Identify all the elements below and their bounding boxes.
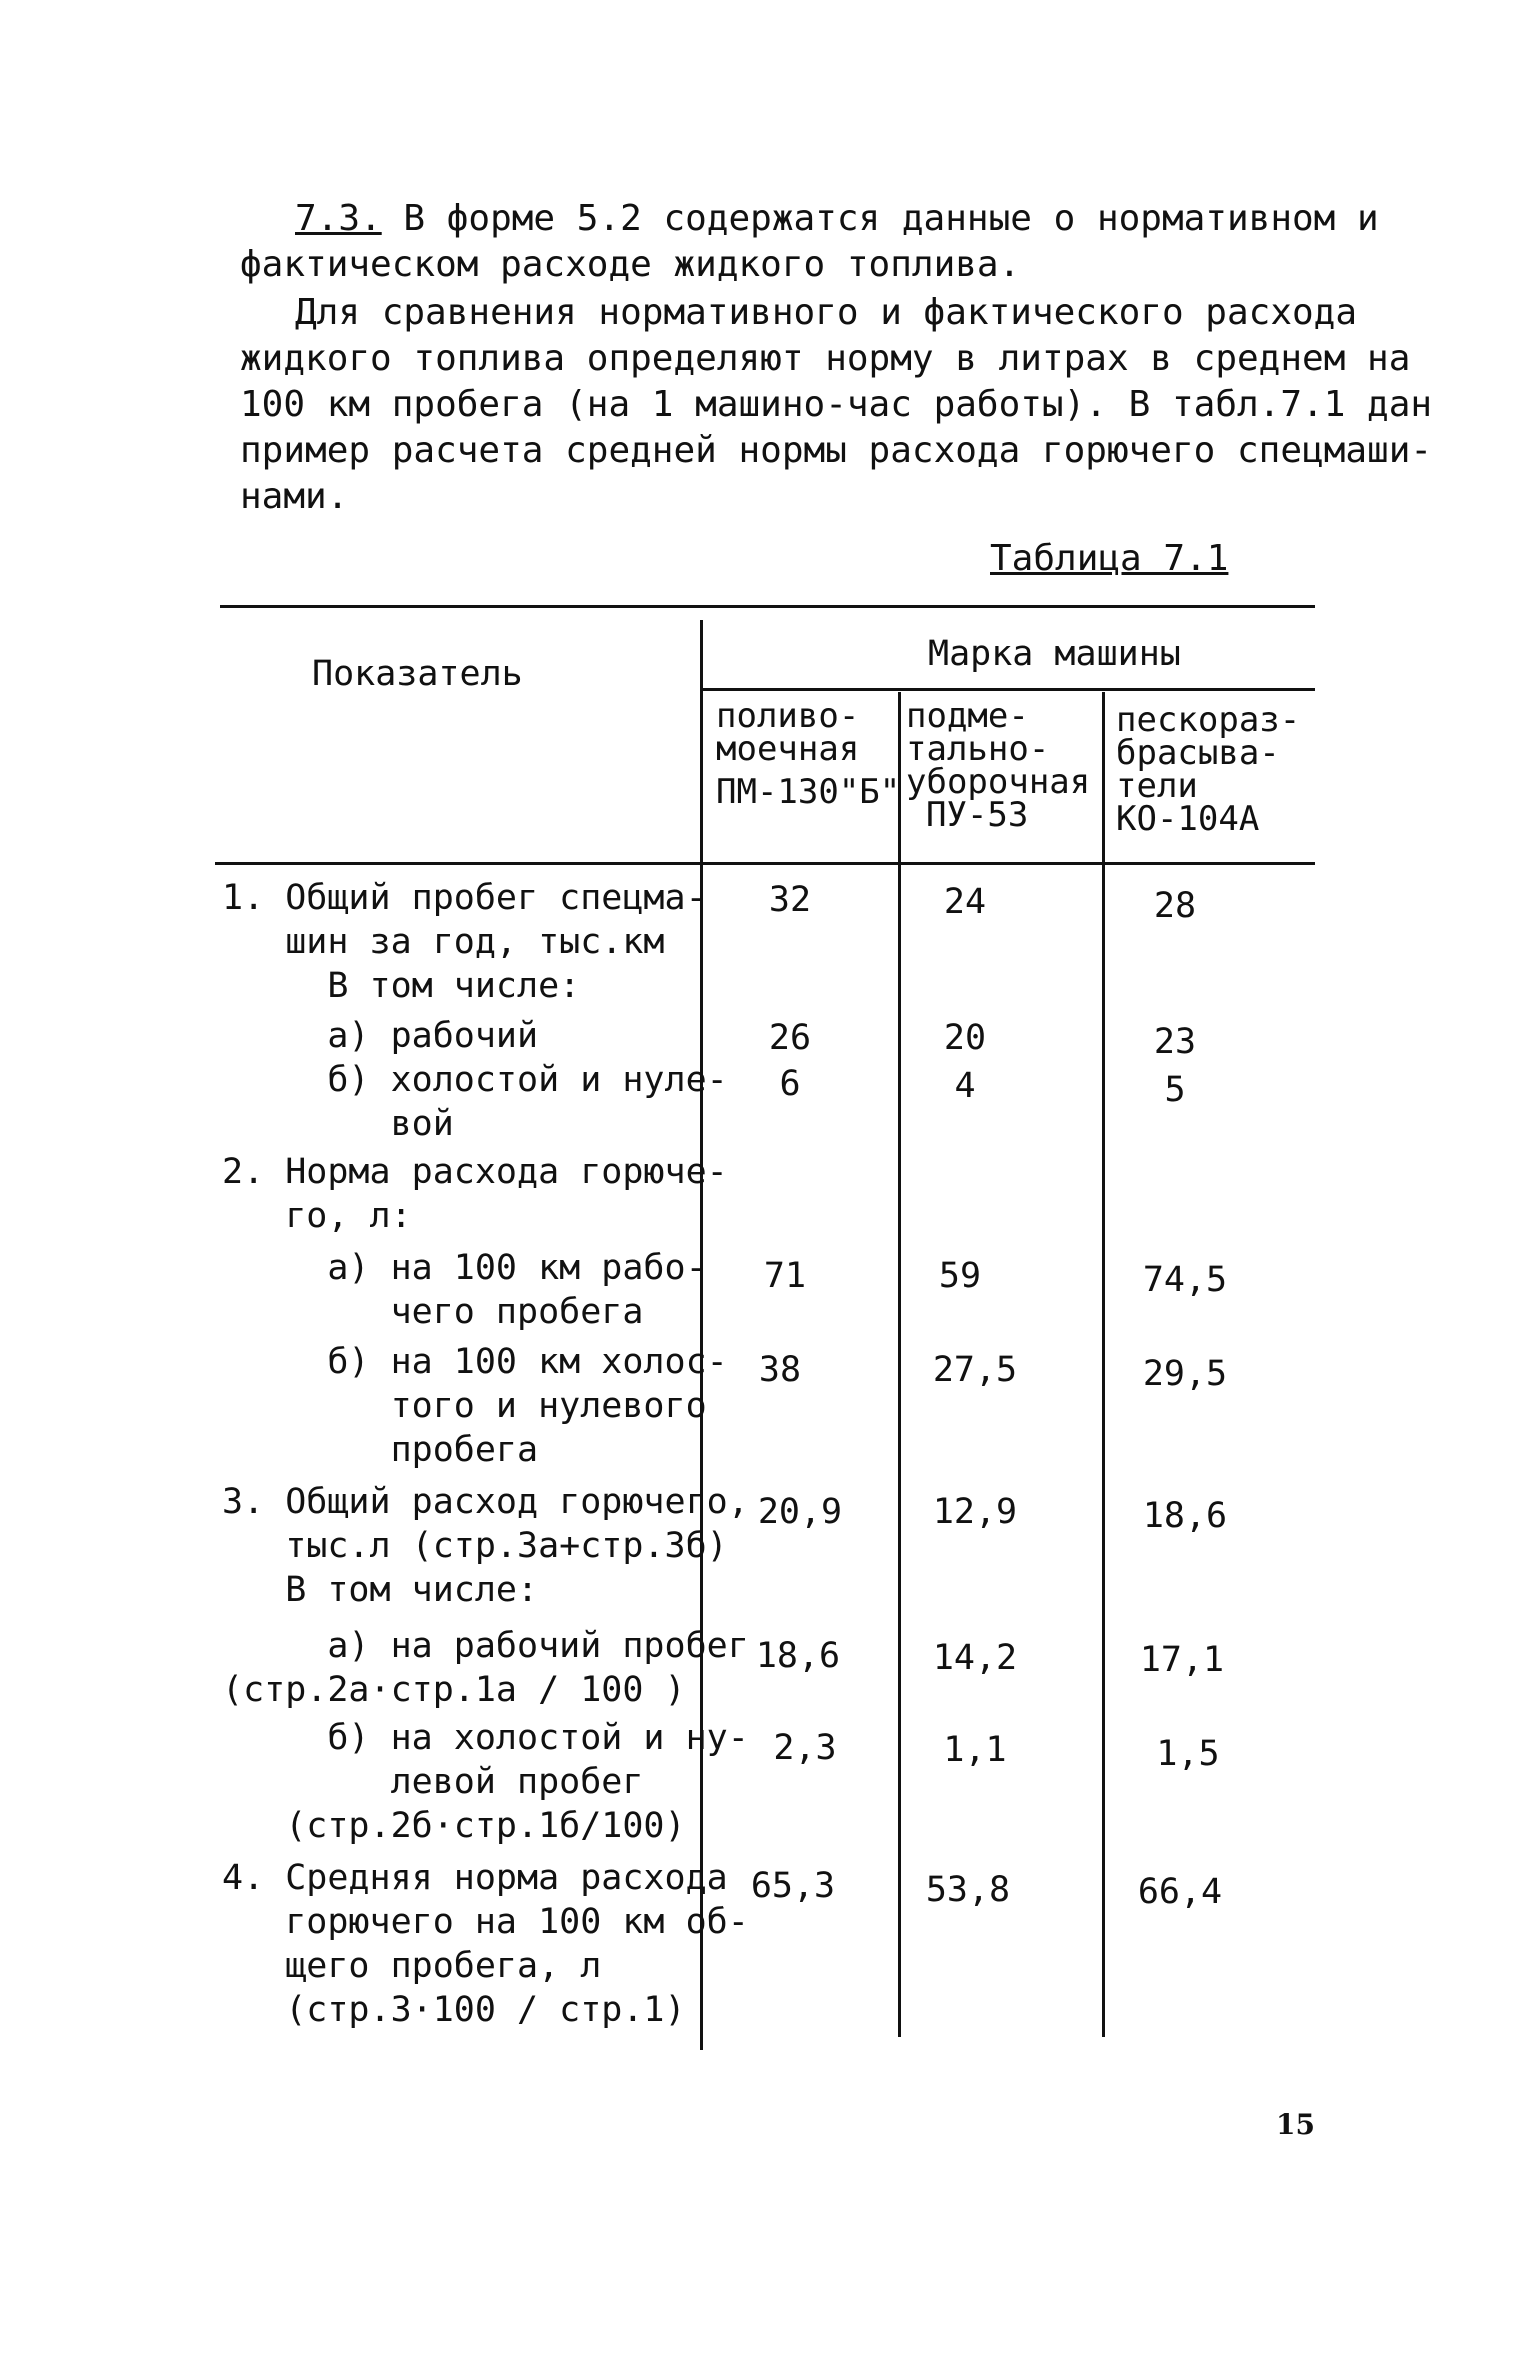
row-3b-value-2: 1,1 — [943, 1730, 1007, 1770]
para2-line-3: 100 км пробега (на 1 машино-час работы). В табл.7.1 дан — [240, 384, 1433, 425]
machine-2-line-2: тально- — [906, 729, 1050, 769]
table-top-rule — [220, 605, 1315, 608]
table-row-label — [222, 1716, 749, 1848]
header-indicator: Показатель — [312, 654, 523, 694]
brand-divider-rule — [702, 688, 1315, 691]
row-2b-value-1: 38 — [758, 1350, 802, 1390]
row-3b-value-3: 1,5 — [1156, 1734, 1220, 1774]
row-3b-line-3: (стр.2б·стр.1б/100) — [222, 1806, 686, 1846]
row-3-line-2: тыс.л (стр.3а+стр.3б) — [222, 1526, 728, 1566]
row-1-value-3: 28 — [1153, 886, 1197, 926]
row-3-value-3: 18,6 — [1142, 1496, 1228, 1536]
machine-2-line-1: подме- — [906, 696, 1029, 736]
row-1a-value-3: 23 — [1153, 1022, 1197, 1062]
machine-header-2 — [906, 696, 1091, 835]
table-row-label — [222, 1856, 749, 2032]
row-3a-value-1: 18,6 — [755, 1636, 841, 1676]
row-3a-value-3: 17,1 — [1139, 1640, 1225, 1680]
table-row-label — [222, 1624, 749, 1712]
para2-line-2: жидкого топлива определяют норму в литрах в среднем на — [240, 338, 1411, 379]
row-1-value-1: 32 — [768, 880, 812, 920]
row-1-line-3: В том числе: — [222, 966, 581, 1006]
row-1a-value-2: 20 — [943, 1018, 987, 1058]
table-caption: Таблица 7.1 — [990, 538, 1229, 579]
row-4-value-1: 65,3 — [750, 1866, 836, 1906]
intro-line-2: фактическом расходе жидкого топлива. — [240, 244, 1021, 285]
machine-2-line-3: уборочная — [906, 762, 1091, 802]
row-1a-value-1: 26 — [768, 1018, 812, 1058]
row-2b-line-3: пробега — [222, 1430, 539, 1470]
table-row-label — [222, 1014, 538, 1058]
row-3b-value-1: 2,3 — [773, 1728, 837, 1768]
table-row-label — [222, 1480, 749, 1612]
machine-header-3 — [1116, 700, 1301, 839]
machine-3-line-1: пескораз- — [1116, 700, 1301, 740]
row-2a-value-2: 59 — [938, 1256, 982, 1296]
row-4-line-2: горючего на 100 км об- — [222, 1902, 749, 1942]
row-2b-value-2: 27,5 — [932, 1350, 1018, 1390]
row-1b-value-3: 5 — [1164, 1070, 1186, 1110]
row-3a-line-2: (стр.2а·стр.1а / 100 ) — [222, 1670, 686, 1710]
row-4-value-3: 66,4 — [1137, 1872, 1223, 1912]
row-2b-line-1: б) на 100 км холос- — [222, 1342, 728, 1382]
row-1-line-2: шин за год, тыс.км — [222, 922, 665, 962]
table-row-label — [222, 1246, 707, 1334]
row-3-value-2: 12,9 — [932, 1492, 1018, 1532]
machine-3-line-4: КО-104А — [1116, 799, 1260, 839]
row-3-value-1: 20,9 — [757, 1492, 843, 1532]
header-brand: Марка машины — [928, 634, 1181, 674]
row-4-line-4: (стр.3·100 / стр.1) — [222, 1990, 686, 2030]
row-1b-value-1: 6 — [779, 1064, 801, 1104]
row-3-line-1: 3. Общий расход горючего, — [222, 1482, 749, 1522]
row-1-line-1: 1. Общий пробег спецма- — [222, 878, 707, 918]
row-1b-value-2: 4 — [954, 1066, 976, 1106]
row-2b-line-2: того и нулевого — [222, 1386, 707, 1426]
page-number: 15 — [1276, 2108, 1315, 2141]
row-4-value-2: 53,8 — [925, 1870, 1011, 1910]
table-row-label — [222, 1340, 728, 1472]
row-4-line-1: 4. Средняя норма расхода — [222, 1858, 728, 1898]
machine-header-1 — [716, 696, 901, 812]
table-row-label — [222, 1058, 728, 1146]
row-2a-line-1: а) на 100 км рабо- — [222, 1248, 707, 1288]
machine-1-line-2: моечная — [716, 729, 860, 769]
row-3b-line-2: левой пробег — [222, 1762, 644, 1802]
machine-2-line-4: ПУ-53 — [926, 795, 1029, 835]
intro-line-1 — [295, 196, 1379, 242]
machine-3-line-2: брасыва- — [1116, 733, 1280, 773]
row-3b-line-1: б) на холостой и ну- — [222, 1718, 749, 1758]
row-2a-line-2: чего пробега — [222, 1292, 644, 1332]
table-row-label — [222, 876, 707, 1008]
row-4-line-3: щего пробега, л — [222, 1946, 602, 1986]
row-3-line-3: В том числе: — [222, 1570, 539, 1610]
row-1b-line-1: б) холостой и нуле- — [222, 1060, 728, 1100]
table-row-label — [222, 1150, 728, 1238]
row-3a-line-1: а) на рабочий пробег — [222, 1626, 749, 1666]
para2-line-1: Для сравнения нормативного и фактического расхода — [295, 292, 1358, 333]
row-2a-value-3: 74,5 — [1142, 1260, 1228, 1300]
machine-1-line-3: ПМ-130"Б" — [716, 772, 901, 812]
machine-3-line-3: тели — [1116, 766, 1198, 806]
row-2-line-1: 2. Норма расхода горюче- — [222, 1152, 728, 1192]
row-1b-line-2: вой — [222, 1104, 454, 1144]
intro-line-1-text: В форме 5.2 содержатся данные о нормативном и — [381, 198, 1379, 239]
row-2b-value-3: 29,5 — [1142, 1354, 1228, 1394]
section-number: 7.3. — [295, 198, 382, 239]
para2-line-4: пример расчета средней нормы расхода горючего спецмаши- — [240, 430, 1433, 471]
row-1a-line-1: а) рабочий — [222, 1016, 539, 1056]
row-3a-value-2: 14,2 — [932, 1638, 1018, 1678]
row-2-line-2: го, л: — [222, 1196, 412, 1236]
header-bottom-rule — [215, 862, 1315, 865]
para2-line-5: нами. — [240, 476, 349, 517]
row-2a-value-1: 71 — [763, 1256, 807, 1296]
machine-1-line-1: поливо- — [716, 696, 860, 736]
row-1-value-2: 24 — [943, 882, 987, 922]
